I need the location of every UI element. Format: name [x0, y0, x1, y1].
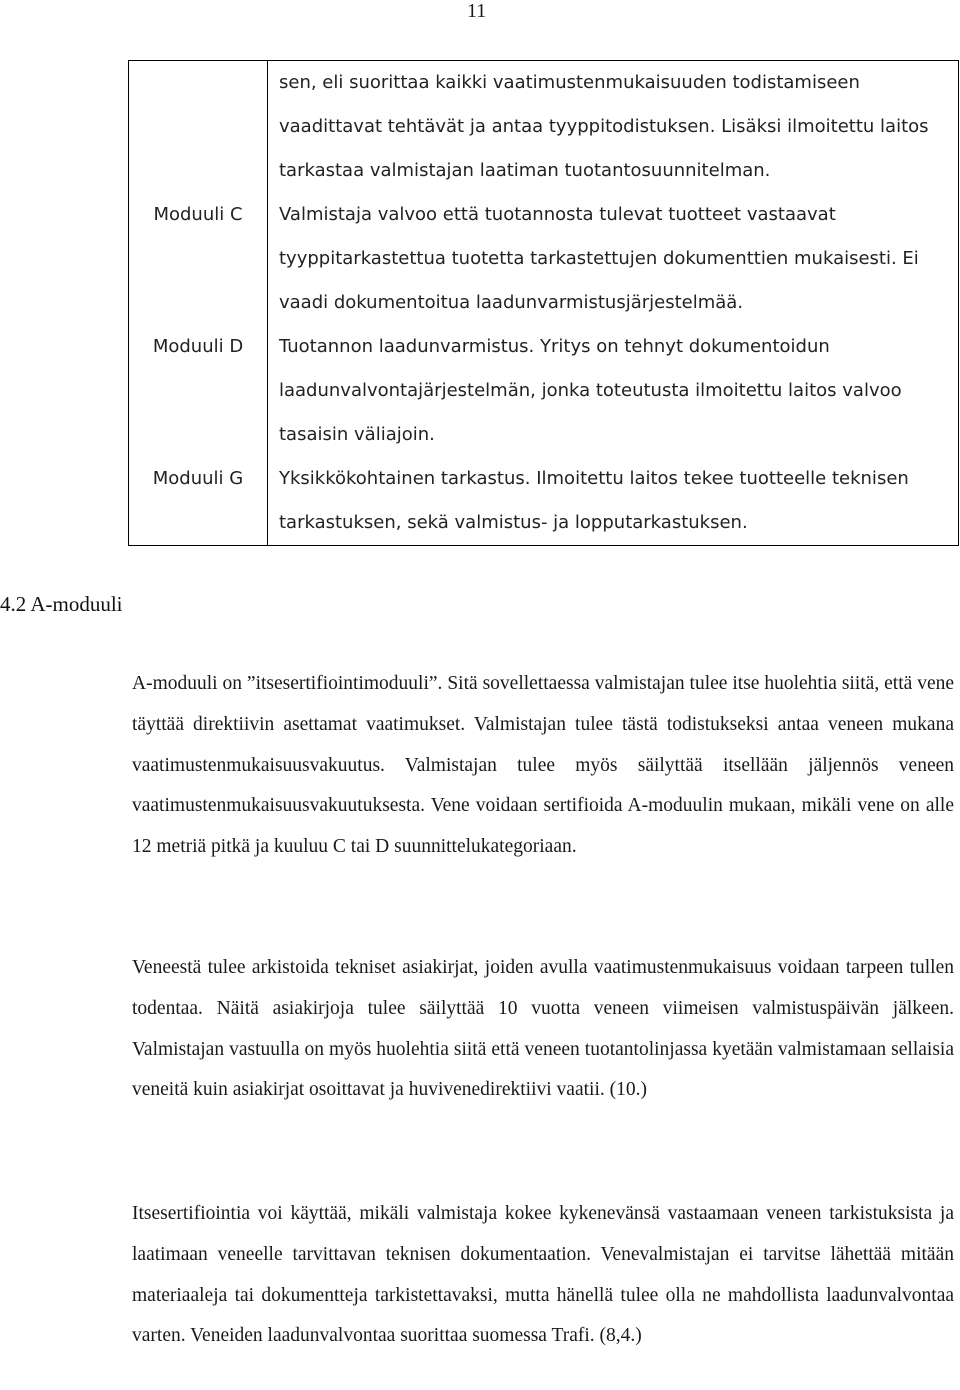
table-row	[129, 61, 959, 194]
module-name-cell	[129, 61, 268, 194]
module-name-cell	[129, 193, 268, 325]
body-paragraph: Itsesertifiointia voi käyttää, mikäli valmistaja kokee kykenevänsä vastaamaan veneen tarkistuksista ja laatimaan veneelle tarvittavan teknisen dokumentaation. Venevalmistajan ei tarvitse lähettää mitään materiaaleja tai dokumentteja tarkistettavaksi, mutta hänellä tulee olla ne mahdollista laadunvalvontaa varten. Veneiden laadunvalvontaa suorittaa suomessa Trafi. (8,4.)	[132, 1203, 954, 1347]
module-description: Valmistaja valvoo että tuotannosta tulevat tuotteet vastaavat tyyppitarkastettua tuotetta tarkastettujen dokumenttien mukaisesti. Ei vaadi dokumentoitua laadunvarmistusjärjestelmää.	[279, 204, 919, 313]
table-row	[129, 457, 959, 546]
module-description-cell	[268, 193, 959, 325]
module-name-cell	[129, 325, 268, 457]
body-paragraph: Veneestä tulee arkistoida tekniset asiakirjat, joiden avulla vaatimustenmukaisuus voidaan tarpeen tullen todentaa. Näitä asiakirjoja tulee säilyttää 10 vuotta veneen viimeisen valmistuspäivän jälkeen. Valmistajan vastuulla on myös huolehtia siitä että veneen tuotantolinjassa kyetään valmistamaan sellaisia veneitä kuin asiakirjat osoittavat ja huvivenedirektiivi vaatii. (10.)	[132, 957, 954, 1101]
module-table	[128, 60, 959, 546]
body-paragraph: A-moduuli on ”itsesertifiointimoduuli”. Sitä sovellettaessa valmistajan tulee itse huolehtia siitä, että vene täyttää direktiivin asettamat vaatimukset. Valmistajan tulee tästä todistukseksi antaa veneen mukana vaatimustenmukaisuusvakuutus. Valmistajan tulee myös säilyttää itsellään jäljennös veneen vaatimustenmukaisuusvakuutuksesta. Vene voidaan sertifioida A-moduulin mukaan, mikäli vene on alle 12 metriä pitkä ja kuuluu C tai D suunnittelukategoriaan.	[132, 673, 954, 858]
module-name: Moduuli D	[152, 336, 244, 357]
table-row	[129, 193, 959, 325]
module-description: Tuotannon laadunvarmistus. Yritys on tehnyt dokumentoidun laadunvalvontajärjestelmän, jonka toteutusta ilmoitettu laitos valvoo tasaisin väliajoin.	[279, 336, 902, 445]
module-name: Moduuli C	[153, 204, 243, 225]
module-name: Moduuli G	[152, 468, 244, 489]
module-description: sen, eli suorittaa kaikki vaatimustenmukaisuuden todistamiseen vaadittavat tehtävät ja antaa tyyppitodistuksen. Lisäksi ilmoitettu laitos tarkastaa valmistajan laatiman tuotantosuunnitelman.	[279, 72, 929, 181]
module-name-cell	[129, 457, 268, 546]
module-description-cell	[268, 457, 959, 546]
table-row	[129, 325, 959, 457]
module-description-cell	[268, 61, 959, 194]
module-description-cell	[268, 325, 959, 457]
section-heading: 4.2 A-moduuli	[0, 592, 123, 616]
page-number: 11	[467, 0, 487, 22]
module-description: Yksikkökohtainen tarkastus. Ilmoitettu laitos tekee tuotteelle teknisen tarkastuksen, sekä valmistus- ja lopputarkastuksen.	[279, 468, 909, 533]
